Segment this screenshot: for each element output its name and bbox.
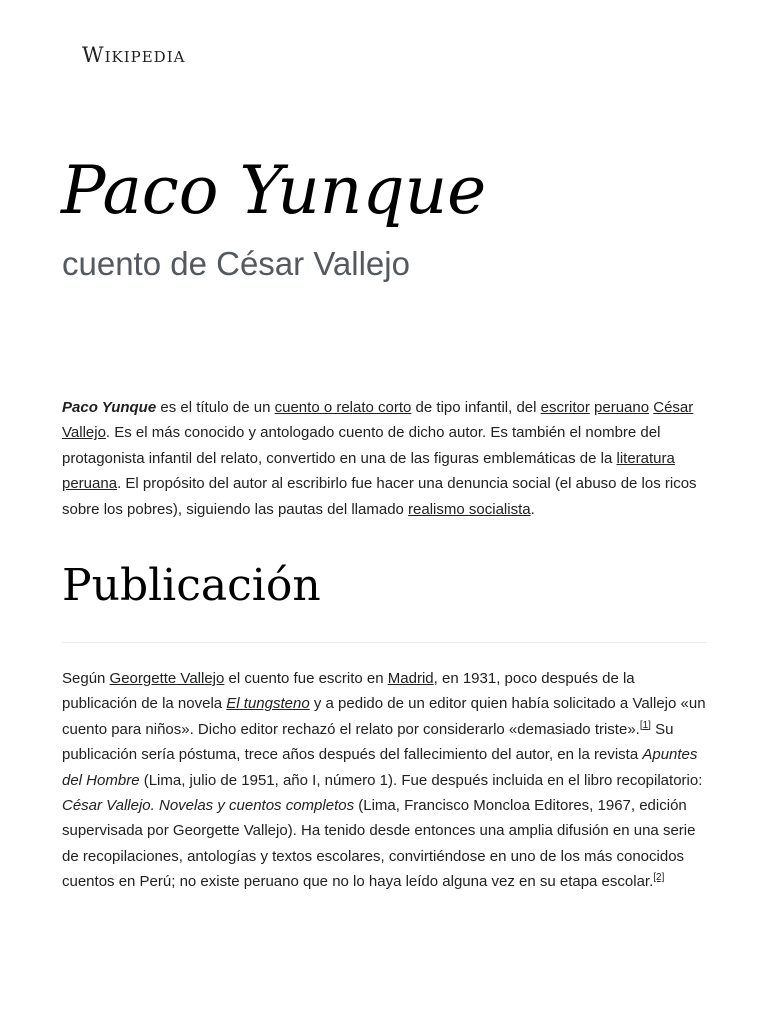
italic-book: César Vallejo. Novelas y cuentos completos bbox=[62, 797, 355, 815]
text: Según bbox=[62, 670, 110, 687]
link-cuento[interactable]: cuento o relato corto bbox=[274, 399, 412, 416]
link-literatura-peruana[interactable]: literatura peruana bbox=[62, 449, 675, 493]
bold-term: Paco Yunque bbox=[62, 399, 157, 416]
reference-2[interactable]: [2] bbox=[653, 872, 665, 884]
text: el cuento fue escrito en bbox=[224, 670, 388, 687]
text: Su publicación sería póstuma, trece años después del fallecimiento del autor, en la revista bbox=[62, 720, 674, 764]
text: , en 1931, poco después de la publicación de la novela bbox=[62, 670, 635, 713]
text: de tipo infantil, del bbox=[411, 399, 541, 416]
text: (Lima, Francisco Moncloa Editores, 1967, edición supervisada por Georgette Vallejo). Ha tenido desde entonces una amplia difusión en una serie de recopilaciones, antologías y textos escolares, convirtiéndose en uno de los más conocidos cuentos en Perú; no existe peruano que no lo haya leído alguna vez en su etapa escolar. bbox=[62, 797, 696, 891]
intro-paragraph bbox=[62, 395, 708, 522]
section-divider bbox=[62, 642, 707, 643]
text: es el título de un bbox=[156, 399, 275, 416]
publicacion-paragraph bbox=[62, 666, 708, 895]
text: (Lima, julio de 1951, año I, número 1). Fue después incluida en el libro recopilatorio: bbox=[139, 771, 703, 789]
link-peruano[interactable]: peruano bbox=[594, 399, 650, 416]
reference-1[interactable]: [1] bbox=[639, 719, 651, 731]
link-georgette-vallejo[interactable]: Georgette Vallejo bbox=[109, 670, 225, 687]
link-cesar-vallejo[interactable]: César Vallejo bbox=[62, 399, 694, 442]
link-el-tungsteno[interactable] bbox=[226, 695, 309, 712]
text: y a pedido de un editor quien había solicitado a Vallejo «un cuento para niños». Dicho editor rechazó el relato por considerarlo «demasiado triste». bbox=[62, 695, 706, 738]
italic-title: El tungsteno bbox=[226, 695, 310, 713]
italic-journal: Apuntes del Hombre bbox=[62, 746, 698, 789]
section-heading-publicacion: Publicación bbox=[62, 560, 321, 611]
wikipedia-logo[interactable]: Wikipedia bbox=[82, 43, 186, 67]
page-subtitle: cuento de César Vallejo bbox=[62, 245, 410, 282]
text: . El propósito del autor al escribirlo fue hacer una denuncia social (el abuso de los ricos sobre los pobres), siguiendo las pautas del llamado bbox=[62, 475, 697, 518]
link-realismo-socialista[interactable]: realismo socialista bbox=[408, 500, 531, 518]
text: . bbox=[530, 500, 535, 518]
link-madrid[interactable]: Madrid bbox=[387, 670, 434, 687]
link-escritor[interactable]: escritor bbox=[540, 399, 590, 416]
text: . Es el más conocido y antologado cuento de dicho autor. Es también el nombre del protagonista infantil del relato, convertido en una de las figuras emblemáticas de la bbox=[62, 424, 661, 467]
page-title: Paco Yunque bbox=[61, 152, 487, 229]
